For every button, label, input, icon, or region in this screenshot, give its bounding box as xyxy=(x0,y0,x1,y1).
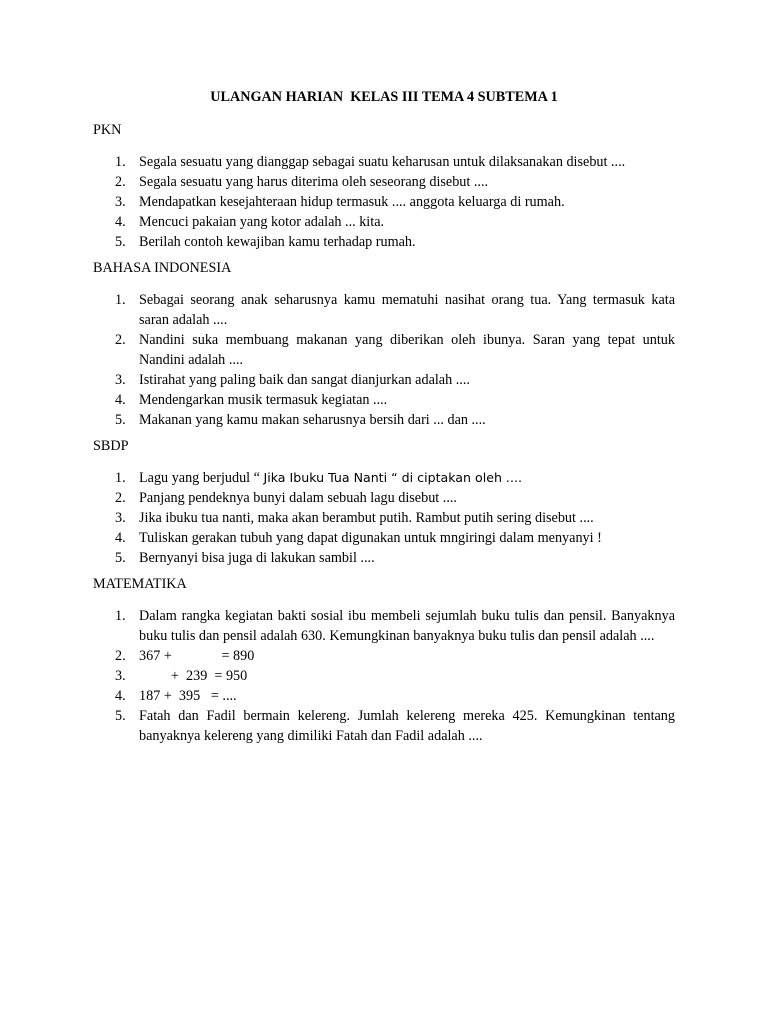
question-list-bahasa xyxy=(93,290,675,430)
section-matematika xyxy=(93,575,675,746)
question-number: 1. xyxy=(115,292,126,308)
question-number: 3. xyxy=(115,668,126,684)
document-title: ULANGAN HARIAN KELAS III TEMA 4 SUBTEMA 1 xyxy=(210,89,558,105)
question-item xyxy=(93,646,675,666)
question-number: 3. xyxy=(115,372,126,388)
question-item xyxy=(93,488,675,508)
question-item xyxy=(93,508,675,528)
question-item xyxy=(93,528,675,548)
question-item xyxy=(93,330,675,370)
question-number: 5. xyxy=(115,234,126,250)
equation-text: + 239 = 950 xyxy=(139,668,248,684)
section-pkn xyxy=(93,121,675,252)
question-number: 5. xyxy=(115,550,126,566)
equation-text: 367 + = 890 xyxy=(139,648,255,664)
question-text: Segala sesuatu yang dianggap sebagai suatu keharusan untuk dilaksanakan disebut .... xyxy=(139,154,626,170)
question-item xyxy=(93,548,675,568)
question-number: 3. xyxy=(115,194,126,210)
question-text: Mendapatkan kesejahteraan hidup termasuk .... anggota keluarga di rumah. xyxy=(139,194,565,210)
question-item xyxy=(93,290,675,330)
question-item xyxy=(93,232,675,252)
question-item xyxy=(93,706,675,746)
section-heading-bahasa-indonesia: BAHASA INDONESIA xyxy=(93,260,232,276)
question-item xyxy=(93,468,675,488)
question-item xyxy=(93,606,675,646)
section-heading-pkn: PKN xyxy=(93,122,122,138)
question-number: 5. xyxy=(115,412,126,428)
question-list-pkn xyxy=(93,152,675,252)
question-list-sbdp xyxy=(93,468,675,568)
equation-text: 187 + 395 = .... xyxy=(139,688,237,704)
question-number: 2. xyxy=(115,648,126,664)
question-number: 4. xyxy=(115,214,126,230)
section-heading-sbdp: SBDP xyxy=(93,438,129,454)
question-item xyxy=(93,152,675,172)
question-number: 2. xyxy=(115,490,126,506)
question-item xyxy=(93,172,675,192)
section-sbdp xyxy=(93,437,675,568)
question-text: Bernyanyi bisa juga di lakukan sambil .... xyxy=(139,550,375,566)
question-list-matematika xyxy=(93,606,675,746)
question-number: 4. xyxy=(115,530,126,546)
question-item xyxy=(93,212,675,232)
question-text-song-title: Jika Ibuku Tua Nanti “ di ciptakan oleh .... xyxy=(263,470,522,485)
question-item xyxy=(93,192,675,212)
question-text: Sebagai seorang anak seharusnya kamu mematuhi nasihat orang tua. Yang termasuk kata saran adalah .... xyxy=(139,292,675,328)
question-item xyxy=(93,370,675,390)
question-text: Mendengarkan musik termasuk kegiatan .... xyxy=(139,392,388,408)
question-text: Berilah contoh kewajiban kamu terhadap rumah. xyxy=(139,234,416,250)
question-text: Istirahat yang paling baik dan sangat dianjurkan adalah .... xyxy=(139,372,470,388)
question-text: Fatah dan Fadil bermain kelereng. Jumlah kelereng mereka 425. Kemungkinan tentang banyaknya kelereng yang dimiliki Fatah dan Fadil adalah .... xyxy=(139,708,675,744)
question-text: Nandini suka membuang makanan yang diberikan oleh ibunya. Saran yang tepat untuk Nandini adalah .... xyxy=(139,332,675,368)
question-number: 4. xyxy=(115,392,126,408)
question-text: Segala sesuatu yang harus diterima oleh seseorang disebut .... xyxy=(139,174,489,190)
question-number: 1. xyxy=(115,608,126,624)
question-number: 5. xyxy=(115,708,126,724)
question-number: 2. xyxy=(115,174,126,190)
question-item xyxy=(93,390,675,410)
question-number: 4. xyxy=(115,688,126,704)
question-text: Panjang pendeknya bunyi dalam sebuah lagu disebut .... xyxy=(139,490,457,506)
question-number: 1. xyxy=(115,154,126,170)
question-item xyxy=(93,410,675,430)
question-number: 2. xyxy=(115,332,126,348)
question-item xyxy=(93,686,675,706)
section-heading-matematika: MATEMATIKA xyxy=(93,576,187,592)
question-text: Jika ibuku tua nanti, maka akan berambut putih. Rambut putih sering disebut .... xyxy=(139,510,594,526)
section-bahasa-indonesia xyxy=(93,259,675,430)
question-number: 3. xyxy=(115,510,126,526)
question-text: Mencuci pakaian yang kotor adalah ... kita. xyxy=(139,214,385,230)
question-item xyxy=(93,666,675,686)
question-text: Lagu yang berjudul “ xyxy=(139,470,264,486)
question-text: Dalam rangka kegiatan bakti sosial ibu membeli sejumlah buku tulis dan pensil. Banyaknya buku tulis dan pensil adalah 630. Kemungkinan banyaknya buku tulis dan pensil adalah .... xyxy=(139,608,675,644)
question-text: Makanan yang kamu makan seharusnya bersih dari ... dan .... xyxy=(139,412,486,428)
question-number: 1. xyxy=(115,470,126,486)
question-text: Tuliskan gerakan tubuh yang dapat digunakan untuk mngiringi dalam menyanyi ! xyxy=(139,530,602,546)
